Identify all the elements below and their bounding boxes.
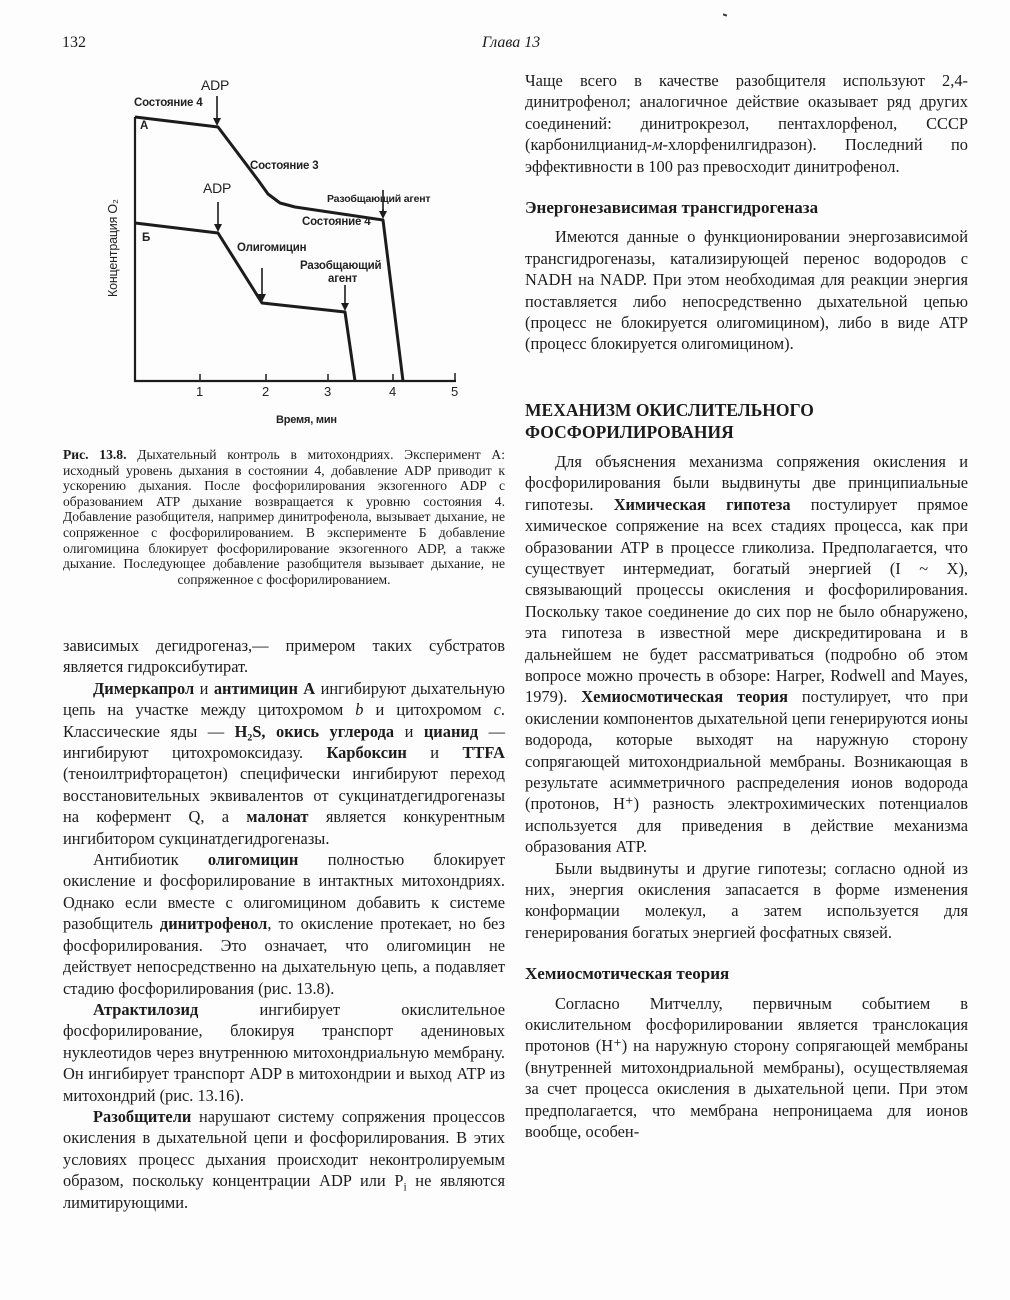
y-axis-label: Концентрация O₂ <box>106 199 120 297</box>
label-uncoupler-b-2: агент <box>328 273 358 285</box>
page-number: 132 <box>62 34 86 51</box>
label-state4-mid: Состояние 4 <box>302 216 371 228</box>
label-curve-a: A <box>140 120 149 132</box>
label-oligomycin: Олигомицин <box>237 242 307 254</box>
right-column <box>525 70 968 1142</box>
section-heading-chemiosmotic: Хемиосмотическая теория <box>525 964 730 984</box>
x-tick-4: 4 <box>389 384 397 399</box>
paragraph-transhydrogenase: Имеются данные о функционировании энергозависимой трансгидрогеназы, катализирующей перенос водородов с NADH на NADP. При этом необходимая для реакции энергия поставляется либо непосредственно дыхательной цепью (процесс не блокируется олигомицином), либо в виде ATP (процесс блокируется олигомицином). <box>525 227 968 354</box>
paragraph-atractyloside: Атрактилозид ингибирует окислительное фосфорилирование, блокируя транспорт адениновых нуклеотидов через внутреннюю митохондриальную мембрану. Он ингибирует транспорт ADP в митохондрии и выход ATP из митохондрий (рис. 13.16). <box>63 999 505 1105</box>
paragraph-hypotheses: Для объяснения механизма сопряжения окисления и фосфорилирования были выдвинуты две принципиальные гипотезы. Химическая гипотеза постулирует прямое химическое сопряжение на всех стадиях процесса, как при образовании ATP в процессе гликолиза. Предполагается, что существует интермедиат, богатый энергией (I ~ X), связывающий процессы окисления и фосфорилирования. Поскольку такое соединение до сих пор не было обнаружено, эта гипотеза в известной мере дискредитирована и в дальнейшем не будет рассматриваться (подробно об этом вопросе можно прочесть в обзоре: Harper, Rodwell and Mayes, 1979). Хемиосмотическая теория постулирует, что при окислении компонентов дыхательной цепи генерируются ионы водорода, которые выходят на наружную сторону сопрягающей митохондриальной мембраны. Возникающая в результате асимметричного распределения ионов водорода (протонов, H⁺) разность электрохимических потенциалов используется для приведения в действие механизма образования ATP. <box>525 451 968 857</box>
label-state4-top: Состояние 4 <box>134 97 203 109</box>
label-curve-b: Б <box>142 232 151 244</box>
x-tick-2: 2 <box>262 384 270 399</box>
figure-13-8 <box>95 70 505 440</box>
section-heading-transhydrogenase: Энергонезависимая трансгидрогеназа <box>525 198 819 218</box>
scan-speck <box>723 13 727 16</box>
x-tick-3: 3 <box>324 384 332 399</box>
chapter-heading-mechanism: МЕХАНИЗМ ОКИСЛИТЕЛЬНОГО ФОСФОРИЛИРОВАНИЯ <box>525 399 814 442</box>
respiration-chart <box>95 70 505 440</box>
paragraph: зависимых дегидрогеназ,— примером таких субстратов является гидроксибутират. <box>63 636 505 677</box>
x-tick-1: 1 <box>196 384 204 399</box>
paragraph-uncouplers: Разобщители нарушают систему сопряжения процессов окисления в дыхательной цепи и фосфорилирования. В этих условиях процесс дыхания происходит неконтролируемым образом, поскольку концентрации ADP или $P_i$ не являются лимитирующими. <box>63 1106 505 1212</box>
paragraph-mitchell: Согласно Митчеллу, первичным событием в окислительном фосфорилировании является транслокация протонов (H⁺) на наружную сторону сопрягающей мембраны (внутренней митохондриальной мембраны), осуществляемая за счет процесса окисления в дыхательной цепи. При этом предполагается, что мембрана непроницаема для ионов вообще, особен- <box>525 993 968 1142</box>
caption-label: Рис. 13.8. <box>63 447 127 462</box>
paragraph-other-hypotheses: Были выдвинуты и другие гипотезы; согласно одной из них, энергия окисления запасается в форме изменения конформации молекул, а затем используется для генерирования богатых энергией фосфатных связей. <box>525 858 968 942</box>
label-uncoupler-b-1: Разобщающий <box>300 260 382 272</box>
paragraph-dinitrophenol: Чаще всего в качестве разобщителя используют 2,4-динитрофенол; аналогичное действие оказывает ряд других соединений: динитрокрезол, пентахлорфенол, CCCP (карбонилцианид-м-хлорфенилгидразон). Последний по эффективности в 100 раз превосходит динитрофенол. <box>525 71 968 176</box>
running-head: Глава 13 <box>482 34 541 51</box>
label-adp-top: ADP <box>201 77 230 93</box>
paragraph-oligomycin: Антибиотик олигомицин полностью блокирует окисление и фосфорилирование в интактных митохондриях. Однако если вместе с олигомицином добавить к системе разобщитель динитрофенол, то окисление протекает, но без фосфорилирования. Это означает, что олигомицин не действует непосредственно на дыхательную цепь, а подавляет стадию фосфорилирования (рис. 13.8). <box>63 850 506 998</box>
x-tick-5: 5 <box>451 384 459 399</box>
label-adp-mid: ADP <box>203 180 232 196</box>
label-uncoupler-a: Разобщающий агент <box>327 193 431 205</box>
left-column <box>63 635 505 1213</box>
caption-text: Дыхательный контроль в митохондриях. Эксперимент А: исходный уровень дыхания в состоянии 4, добавление ADP приводит к ускорению дыхания. После фосфорилирования экзогенного ADP с образованием ATP дыхание возвращается к уровню состояния 4. Добавление разобщителя, например динитрофенола, вызывает дыхание, не сопряженное с фосфорилированием. В эксперименте Б добавление олигомицина блокирует фосфорилирование экзогенного ADP, а также дыхание. Последующее добавление разобщителя вызывает дыхание, не сопряженное с фосфорилированием. <box>63 447 505 587</box>
label-state3: Состояние 3 <box>250 160 319 172</box>
figure-caption <box>63 447 505 587</box>
paragraph-inhibitors: Димеркапрол и антимицин А ингибируют дыхательную цепь на участке между цитохромом b и цитохромом c. Классические яды — H₂S, окись углерода и цианид — ингибируют цитохромоксидазу. Карбоксин и TTFA (теноилтрифторацетон) специфически ингибируют переход восстановительных эквивалентов от сукцинатдегидрогеназы на кофермент Q, а малонат является конкурентным ингибитором сукцинатдегидрогеназы. <box>63 678 506 848</box>
x-axis-label: Время, мин <box>276 414 337 426</box>
